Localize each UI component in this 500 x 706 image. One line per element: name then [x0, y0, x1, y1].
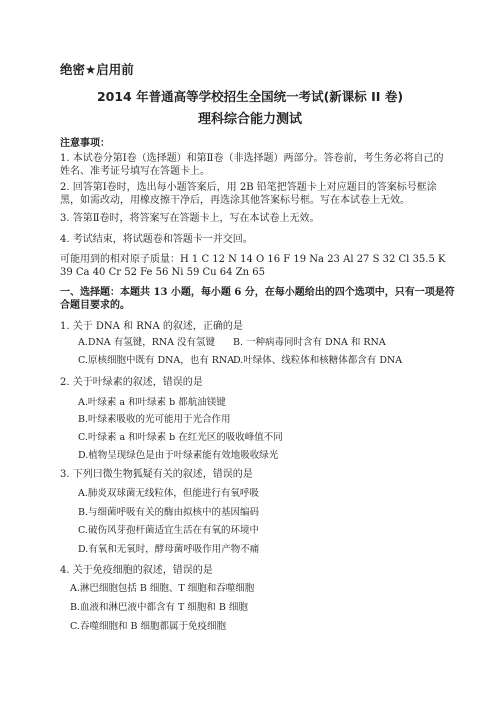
notes-heading: 注意事项：: [60, 138, 110, 149]
confidential-label: 绝密★启用前: [60, 62, 134, 77]
option-c: C.吞噬细胞和 B 细胞都属于免疫细胞: [70, 621, 226, 632]
option-b: B.与细菌呼吸有关的酶由拟核中的基因编码: [78, 507, 260, 518]
option-b: B. 一种病毒同时含有 DNA 和 RNA: [233, 337, 386, 348]
option-a: A.DNA 有氢键，RNA 没有氢键: [78, 337, 216, 348]
question-stem: 4. 关于免疫细胞的叙述，错误的是: [60, 565, 213, 576]
exam-title: 2014 年普通高等学校招生全国统一考试(新课标 II 卷): [96, 89, 404, 104]
exam-subtitle: 理科综合能力测试: [197, 112, 302, 127]
option-a: A.淋巴细胞包括 B 细胞、T 细胞和吞噬细胞: [70, 583, 255, 594]
note-item: 1. 本试卷分第Ⅰ卷（选择题）和第Ⅱ卷（非选择题）两部分。答卷前，考生务必将自己的姓名、准考证号填写在答题卡上。: [60, 153, 444, 177]
note-item: 3. 答第Ⅱ卷时，将答案写在答题卡上，写在本试卷上无效。: [60, 213, 320, 224]
option-d: D.叶绿体、线粒体和核糖体都含有 DNA: [233, 355, 403, 366]
option-d: D.有氧和无氧时，酵母菌呼吸作用产物不痛: [78, 544, 260, 555]
question-stem: 3. 下列曰微生物狐疑有关的叙述，错误的是: [60, 469, 253, 480]
question-stem: 1. 关于 DNA 和 RNA 的叙述，正确的是: [60, 321, 243, 332]
option-a: A.叶绿素 a 和叶绿素 b 都航油镁键: [78, 397, 226, 408]
note-item: 2. 回答第Ⅰ卷时，选出每小题答案后，用 2B 铅笔把答题卡上对应题目的答案标号框涂黑，如需改动，用橡皮擦干净后，再选涂其他答案标号框。写在本试卷上无效。: [60, 182, 437, 206]
question-stem: 2. 关于叶绿素的叙述，错误的是: [60, 377, 203, 388]
option-d: D.植物呈现绿色是由于叶绿素能有效地吸收绿光: [78, 450, 279, 461]
section-heading: 一、选择题：本题共 13 小题，每小题 6 分，在每小题给出的四个选项中，只有一项是符合题目要求的。: [60, 287, 455, 311]
option-b: B.血液和淋巴液中都含有 T 细胞和 B 细胞: [70, 602, 248, 613]
atomic-masses: 可能用到的相对原子质量：H 1 C 12 N 14 O 16 F 19 Na 23 Al 27 S 32 Cl 35.5 K 39 Ca 40 Cr 52 Fe 56 Ni 59 Cu 64 Zn 65: [60, 254, 446, 278]
option-a: A.肺炎双球菌无线粒体，但能进行有氧呼吸: [78, 488, 259, 499]
option-b: B.叶绿素吸收的光可能用于光合作用: [78, 414, 231, 425]
option-c: C.破伤风芽孢杆菌适宜生活在有氧的环境中: [78, 525, 259, 536]
option-c: C.叶绿素 a 和叶绿素 b 在红光区的吸收峰值不同: [78, 432, 283, 443]
note-item: 4. 考试结束，将试题卷和答题卡一并交回。: [60, 234, 253, 245]
option-c: C.原核细胞中既有 DNA，也有 RNA: [78, 355, 235, 366]
